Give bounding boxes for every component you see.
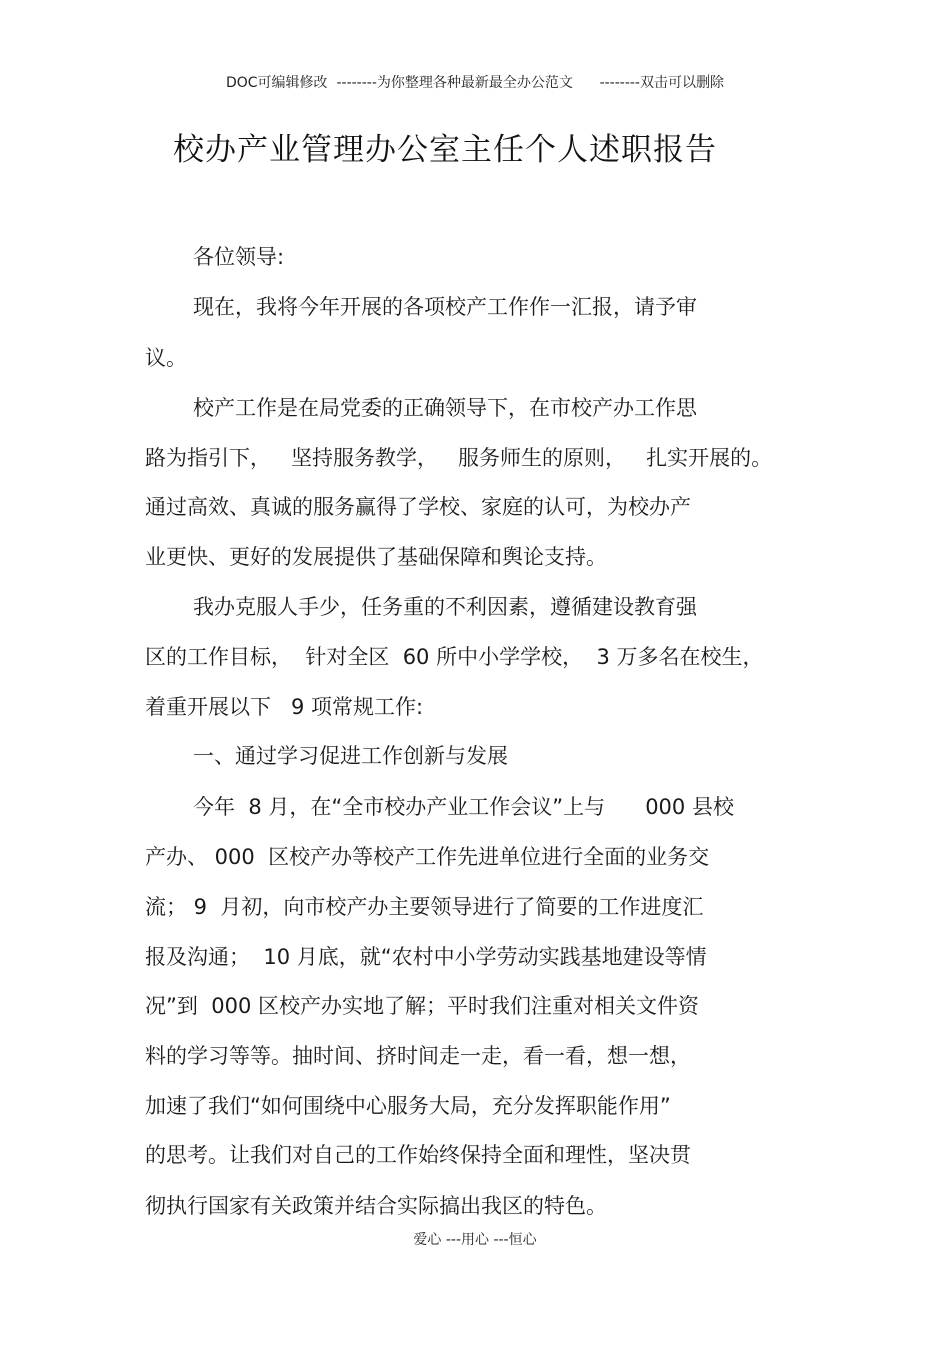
document-title: 校办产业管理办公室主任个人述职报告 [173, 132, 717, 168]
paragraph-line: 料的学习等等。抽时间、挤时间走一走，看一看，想一想， [145, 1044, 691, 1068]
paragraph-line: 区的工作目标， 针对全区 60 所中小学学校， 3 万多名在校生， [145, 645, 764, 669]
paragraph-line: 流； 9 月初，向市校产办主要领导进行了简要的工作进度汇 [145, 895, 704, 919]
page-footer: 爱心 ---用心 ---恒心 [413, 1232, 537, 1248]
salutation: 各位领导: [193, 245, 285, 269]
paragraph-line: 况”到 000 区校产办实地了解；平时我们注重对相关文件资 [145, 994, 699, 1018]
paragraph-line: 的思考。让我们对自己的工作始终保持全面和理性，坚决贯 [145, 1143, 691, 1167]
paragraph-line: 今年 8 月，在“全市校办产业工作会议”上与 000 县校 [193, 795, 734, 819]
paragraph-line: 彻执行国家有关政策并结合实际搞出我区的特色。 [145, 1194, 607, 1218]
page-header: DOC可编辑修改 --------为你整理各种最新最全办公范文 --------双击可以删除 [225, 75, 724, 91]
paragraph-line: 我办克服人手少，任务重的不利因素，遵循建设教育强 [193, 595, 697, 619]
paragraph-line: 报及沟通； 10 月底，就“农村中小学劳动实践基地建设等情 [145, 945, 707, 969]
paragraph-line: 现在，我将今年开展的各项校产工作作一汇报，请予审 [193, 295, 697, 319]
paragraph-line: 议。 [145, 346, 187, 370]
paragraph-line: 路为指引下， 坚持服务教学， 服务师生的原则， 扎实开展的。 [145, 446, 773, 470]
paragraph-line: 产办、 000 区校产办等校产工作先进单位进行全面的业务交 [145, 845, 710, 869]
paragraph-line: 通过高效、真诚的服务赢得了学校、家庭的认可，为校办产 [145, 495, 691, 519]
section-heading: 一、通过学习促进工作创新与发展 [193, 744, 508, 768]
paragraph-line: 加速了我们“如何围绕中心服务大局，充分发挥职能作用” [145, 1094, 671, 1118]
paragraph-line: 业更快、更好的发展提供了基础保障和舆论支持。 [145, 545, 607, 569]
paragraph-line: 着重开展以下 9 项常规工作: [145, 695, 424, 719]
paragraph-line: 校产工作是在局党委的正确领导下，在市校产办工作思 [193, 396, 697, 420]
